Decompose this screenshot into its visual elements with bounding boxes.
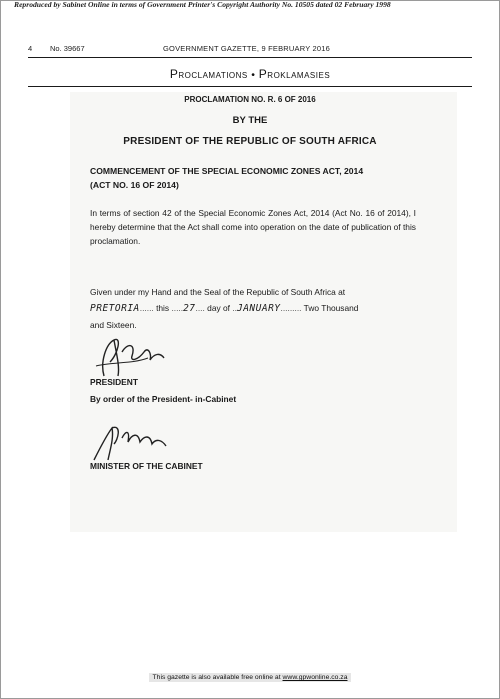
act-title-line2: (ACT NO. 16 OF 2014) — [90, 180, 179, 190]
footer — [0, 666, 500, 684]
footer-url-link[interactable]: www.gpwonline.co.za — [282, 674, 348, 681]
given-under-hand — [90, 284, 416, 333]
act-title — [90, 164, 420, 192]
given-line2: PRETORIA...... this .....27.... day of ..JANUARY......... Two Thousand — [90, 303, 359, 314]
given-line3: and Sixteen. — [90, 320, 137, 330]
gazette-title: GOVERNMENT GAZETTE, 9 FEBRUARY 2016 — [163, 44, 331, 53]
proclamation-body: In terms of section 42 of the Special Economic Zones Act, 2014 (Act No. 16 of 2014), I hereby determine that the Act shall come into operation on the date of publication of this proclamation. — [90, 208, 416, 246]
by-the-heading: BY THE — [232, 115, 268, 126]
given-year-a: Two Thousand — [303, 303, 359, 313]
given-this: this — [156, 303, 170, 313]
header-rule — [28, 57, 472, 58]
order-line: By order of the President- in-Cabinet — [90, 394, 237, 404]
president-label: PRESIDENT — [90, 377, 138, 387]
footer-text: This gazette is also available free online at — [152, 674, 281, 681]
section-separator: • — [251, 69, 256, 81]
president-signature — [92, 332, 172, 382]
section-heading — [0, 67, 500, 81]
issuer-heading: PRESIDENT OF THE REPUBLIC OF SOUTH AFRICA — [123, 136, 377, 147]
given-day: 27 — [183, 303, 196, 314]
minister-label: MINISTER OF THE CABINET — [90, 461, 203, 471]
footer-box — [149, 673, 352, 682]
given-place: PRETORIA — [90, 303, 140, 314]
page-number: 4 — [28, 44, 33, 53]
given-month: JANUARY — [236, 303, 281, 314]
section-heading-afrikaans: Proklamasies — [258, 67, 331, 81]
reproduction-notice: Reproduced by Sabinet Online in terms of Government Printer's Copyright Authority No. 10505 dated 02 February 1998 — [14, 0, 391, 9]
minister-signature — [88, 414, 178, 464]
given-line1: Given under my Hand and the Seal of the Republic of South Africa at — [90, 287, 346, 297]
section-heading-english: Proclamations — [169, 67, 248, 81]
proclamation-number: PROCLAMATION NO. R. 6 OF 2016 — [184, 95, 316, 104]
section-rule — [28, 86, 472, 87]
issue-number: No. 39667 — [50, 44, 85, 53]
given-day-of: day of — [207, 303, 230, 313]
act-title-line1: COMMENCEMENT OF THE SPECIAL ECONOMIC ZONES ACT, 2014 — [90, 166, 364, 176]
